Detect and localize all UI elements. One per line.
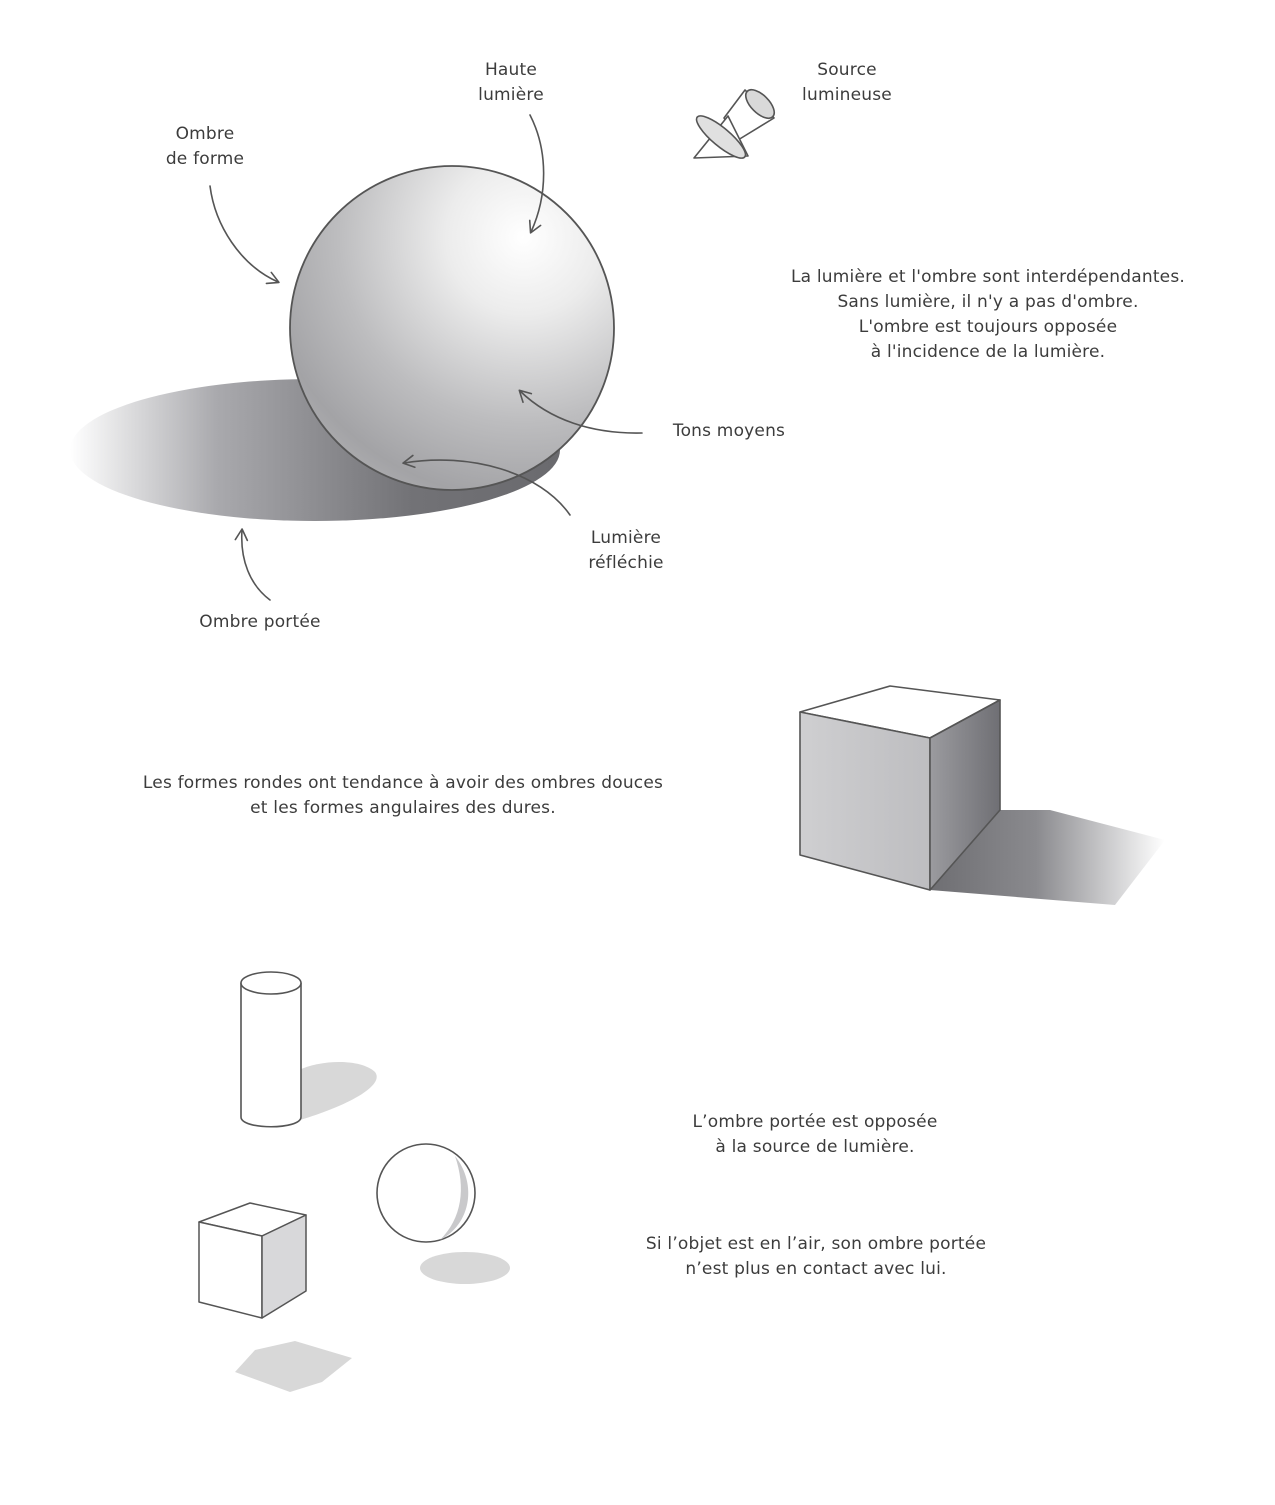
label-highlight: Haute lumière [478,60,544,105]
arrow-form-shadow [210,186,278,282]
label-reflected-light: Lumière réfléchie [588,528,664,573]
floating-cube-shadow [235,1341,352,1392]
floating-sphere [377,1144,510,1284]
text-in-air: Si l’objet est en l’air, son ombre portée n’est plus en contact avec lui. [645,1234,987,1279]
text-interdependence: La lumière et l'ombre sont interdépendantes. Sans lumière, il n'y a pas d'ombre. L'ombre est toujours opposée à l'incidence de la lumière. [790,267,1186,362]
text-soft-hard: Les formes rondes ont tendance à avoir des ombres douces et les formes angulaires des dures. [142,773,664,818]
floating-cube [199,1203,352,1392]
label-form-shadow: Ombre de forme [165,124,245,169]
cylinder-cast-shadow [299,1062,377,1120]
main-sphere [290,166,614,490]
label-light-source: Source lumineuse [802,60,892,105]
label-cast-shadow: Ombre portée [199,612,321,632]
light-source-icon [691,85,779,164]
shaded-cube [800,686,1165,905]
text-opposite-source: L’ombre portée est opposée à la source de lumière. [692,1112,938,1157]
floating-sphere-shadow [420,1252,510,1284]
cylinder [241,972,377,1127]
label-midtones: Tons moyens [672,421,786,441]
arrow-cast-shadow [242,530,270,600]
